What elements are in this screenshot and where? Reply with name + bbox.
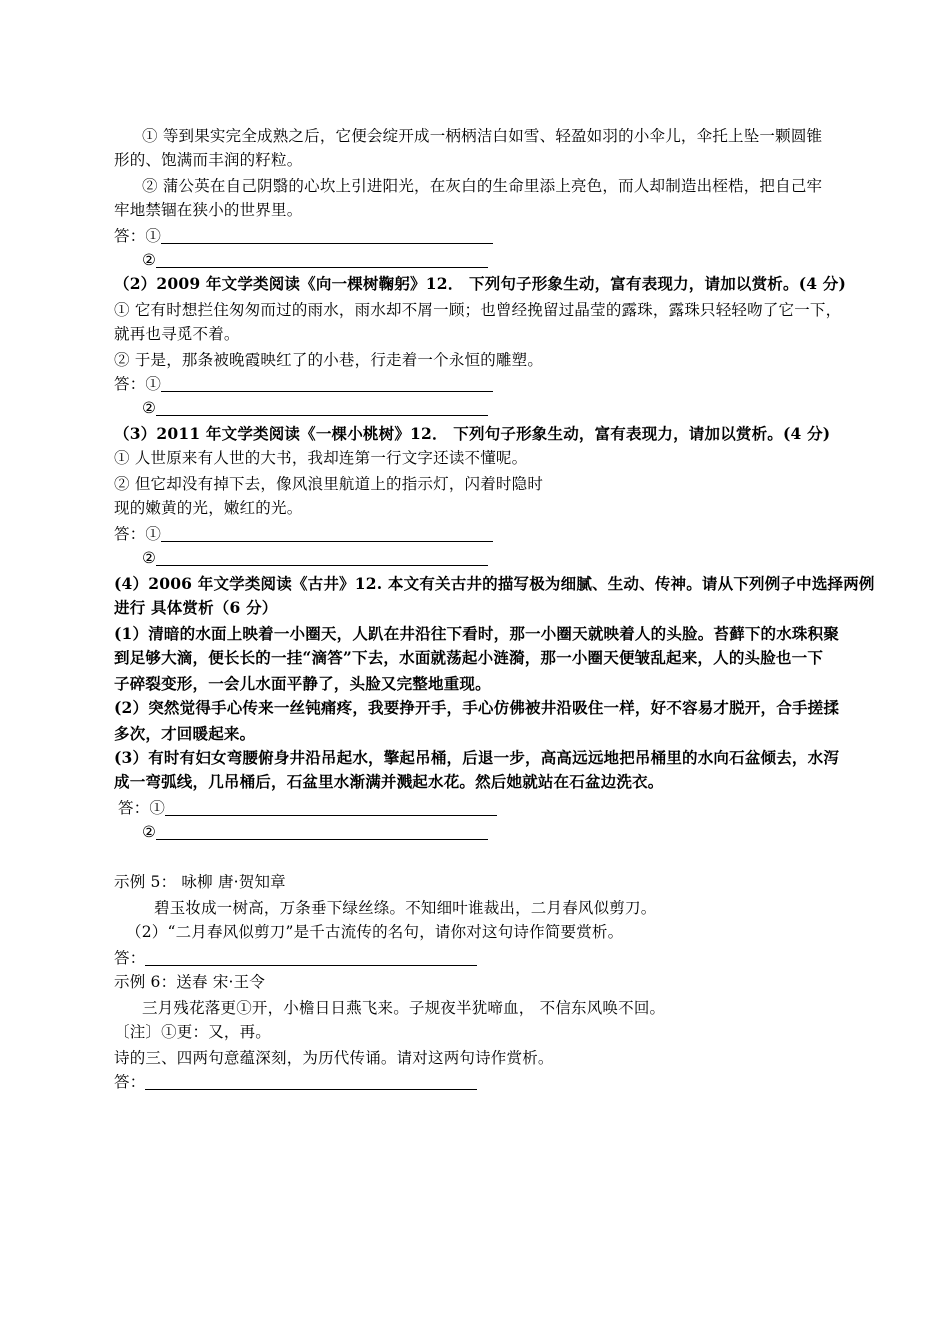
q3-item1: ① 人世原来有人世的大书，我却连第一行文字还读不懂呢。 bbox=[114, 449, 528, 467]
q1-item1-line1: ① 等到果实完全成熟之后，它便会绽开成一柄柄洁白如雪、轻盈如羽的小伞儿，伞托上坠一颗圆锥 bbox=[142, 127, 823, 145]
answer-label: ② bbox=[142, 399, 157, 417]
q2-answer-2 bbox=[142, 396, 488, 420]
answer-blank[interactable] bbox=[156, 823, 488, 840]
ex6-question: 诗的三、四两句意蕴深刻，为历代传诵。请对这两句诗作赏析。 bbox=[114, 1049, 554, 1067]
q4-p2-line1: (2）突然觉得手心传来一丝钝痛疼，我要挣开手，手心仿佛被井沿吸住一样，好不容易才脱开，合手搓揉 bbox=[114, 698, 840, 717]
answer-label: 答：① bbox=[114, 227, 162, 245]
ex6-poem: 三月残花落更①开，小檐日日燕飞来。子规夜半犹啼血， 不信东风唤不回。 bbox=[142, 999, 666, 1017]
answer-blank[interactable] bbox=[145, 1073, 477, 1090]
ex6-title: 示例 6：送春 宋·王令 bbox=[114, 973, 266, 991]
ex6-note: 〔注〕①更：又，再。 bbox=[114, 1023, 272, 1041]
q1-answer-1 bbox=[114, 224, 493, 248]
q2-header: （2）2009 年文学类阅读《向一棵树鞠躬》12． 下列句子形象生动，富有表现力，请加以赏析。(4 分) bbox=[114, 274, 847, 293]
q1-item1-line2: 形的、饱满而丰润的籽粒。 bbox=[114, 151, 303, 169]
answer-label: 答：① bbox=[118, 799, 166, 817]
answer-blank[interactable] bbox=[165, 799, 497, 816]
answer-label: 答： bbox=[114, 949, 146, 967]
q3-item2-line2: 现的嫩黄的光，嫩红的光。 bbox=[114, 499, 303, 517]
q3-item2-line1: ② 但它却没有掉下去，像风浪里航道上的指示灯，闪着时隐时 bbox=[114, 475, 544, 493]
q2-item2: ② 于是，那条被晚霞映红了的小巷，行走着一个永恒的雕塑。 bbox=[114, 351, 544, 369]
answer-label: 答：① bbox=[114, 525, 162, 543]
q1-item2-line1: ② 蒲公英在自己阴翳的心坎上引进阳光，在灰白的生命里添上亮色，而人却制造出桎梏，把自己牢 bbox=[142, 177, 823, 195]
answer-label: ② bbox=[142, 823, 157, 841]
q4-p2-line2: 多次，才回暖起来。 bbox=[114, 724, 256, 743]
q2-item1-line1: ① 它有时想拦住匆匆而过的雨水，雨水却不屑一顾；也曾经挽留过晶莹的露珠，露珠只轻轻吻了它一下， bbox=[114, 301, 842, 319]
ex5-answer bbox=[114, 946, 477, 970]
ex5-title: 示例 5： 咏柳 唐·贺知章 bbox=[114, 873, 286, 891]
answer-blank[interactable] bbox=[145, 949, 477, 966]
answer-blank[interactable] bbox=[161, 227, 493, 244]
answer-blank[interactable] bbox=[156, 251, 488, 268]
answer-blank[interactable] bbox=[156, 399, 488, 416]
ex6-answer bbox=[114, 1070, 477, 1094]
q4-p3-line2: 成一弯弧线，几吊桶后，石盆里水渐满并溅起水花。然后她就站在石盆边洗衣。 bbox=[114, 772, 664, 791]
q4-p1-line3: 子碎裂变形，一会儿水面平静了，头脸又完整地重现。 bbox=[114, 674, 491, 693]
q4-p1-line1: (1）清暗的水面上映着一小圈天，人趴在井沿往下看时，那一小圈天就映着人的头脸。苔藓下的水珠积聚 bbox=[114, 624, 840, 643]
answer-label: ② bbox=[142, 251, 157, 269]
answer-blank[interactable] bbox=[156, 549, 488, 566]
q4-header-line2: 进行 具体赏析（6 分） bbox=[114, 598, 278, 617]
q2-answer-1 bbox=[114, 372, 493, 396]
q4-answer-1 bbox=[118, 796, 497, 820]
q4-answer-2 bbox=[142, 820, 488, 844]
q3-answer-1 bbox=[114, 522, 493, 546]
q2-item1-line2: 就再也寻觅不着。 bbox=[114, 325, 240, 343]
q1-answer-2 bbox=[142, 248, 488, 272]
answer-blank[interactable] bbox=[161, 525, 493, 542]
answer-label: 答：① bbox=[114, 375, 162, 393]
answer-blank[interactable] bbox=[161, 375, 493, 392]
q4-header-line1: (4）2006 年文学类阅读《古井》12. 本文有关古井的描写极为细腻、生动、传神。请从下列例子中选择两例 bbox=[114, 574, 875, 593]
q4-p1-line2: 到足够大滴，便长长的一挂“滴答”下去，水面就荡起小涟漪，那一小圈天便皱乱起来，人的头脸也一下 bbox=[114, 648, 824, 667]
q3-answer-2 bbox=[142, 546, 488, 570]
answer-label: 答： bbox=[114, 1073, 146, 1091]
answer-label: ② bbox=[142, 549, 157, 567]
q1-item2-line2: 牢地禁锢在狭小的世界里。 bbox=[114, 201, 303, 219]
ex5-question: （2）“二月春风似剪刀”是千古流传的名句，请你对这句诗作简要赏析。 bbox=[126, 923, 624, 941]
q4-p3-line1: (3）有时有妇女弯腰俯身井沿吊起水，擎起吊桶，后退一步，高高远远地把吊桶里的水向石盆倾去，水泻 bbox=[114, 748, 840, 767]
ex5-poem: 碧玉妆成一树高，万条垂下绿丝绦。不知细叶谁裁出，二月春风似剪刀。 bbox=[154, 899, 657, 917]
q3-header: （3）2011 年文学类阅读《一棵小桃树》12． 下列句子形象生动，富有表现力，请加以赏析。(4 分) bbox=[114, 424, 831, 443]
